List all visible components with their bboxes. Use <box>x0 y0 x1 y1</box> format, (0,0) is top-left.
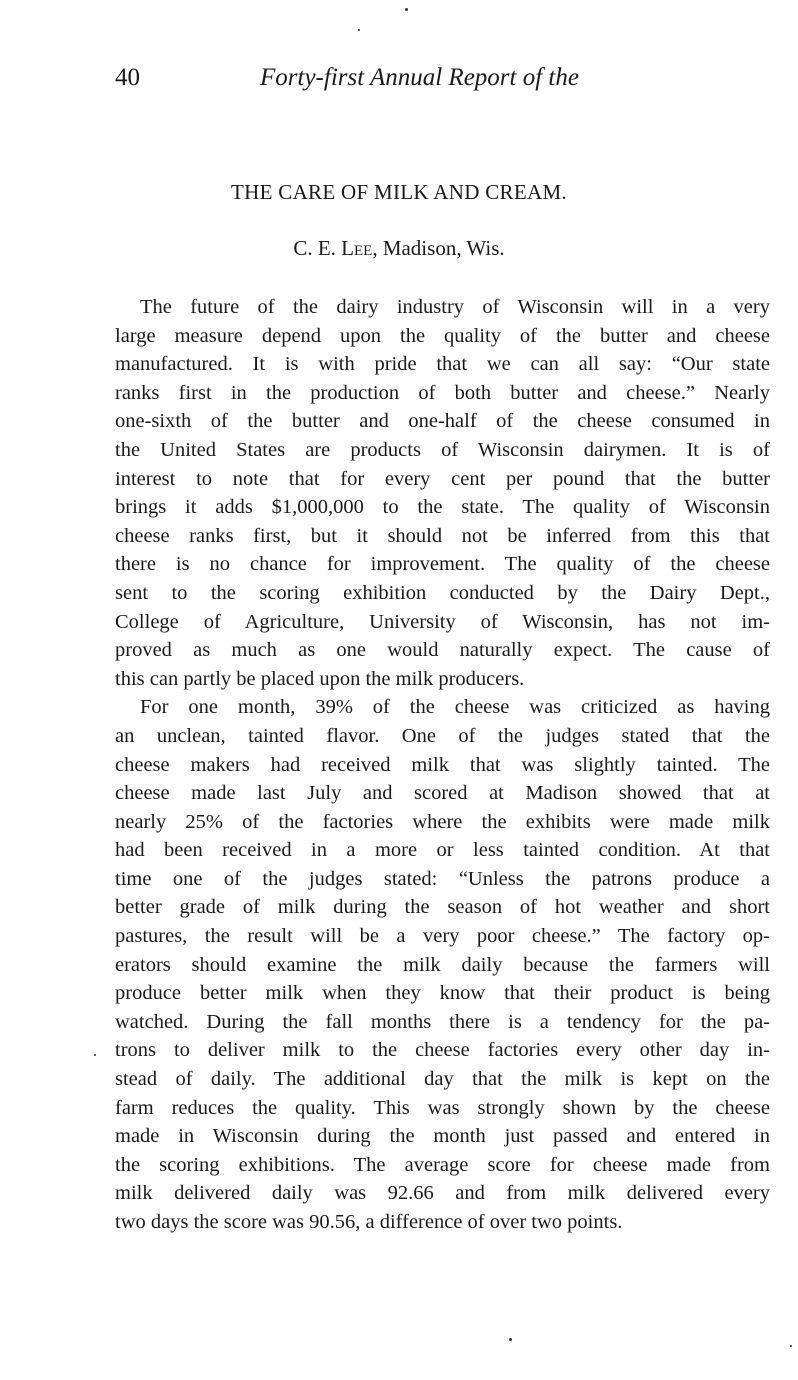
text-line: cheese ranks first, but it should not be inferred from this that <box>115 524 770 547</box>
running-head <box>115 64 635 98</box>
article-body <box>115 293 770 1237</box>
text-line: proved as much as one would naturally expect. The cause of <box>115 639 770 662</box>
text-line: ranks first in the production of both butter and cheese.” Nearly <box>115 381 770 404</box>
text-line: milk delivered daily was 92.66 and from milk delivered every <box>115 1182 770 1205</box>
text-line: erators should examine the milk daily because the farmers will <box>115 953 770 976</box>
text-line: one-sixth of the butter and one-half of the cheese consumed in <box>115 410 770 433</box>
text-line: College of Agriculture, University of Wisconsin, has not im- <box>115 610 770 633</box>
text-line: cheese made last July and scored at Madison showed that at <box>115 782 770 805</box>
text-line: pastures, the result will be a very poor cheese.” The factory op- <box>115 925 770 948</box>
article-title: THE CARE OF MILK AND CREAM. <box>231 180 567 204</box>
text-line: sent to the scoring exhibition conducted by the Dairy Dept., <box>115 581 770 604</box>
author-surname: Lee <box>341 236 373 260</box>
text-line: had been received in a more or less tainted condition. At that <box>115 839 770 862</box>
text-line: the scoring exhibitions. The average score for cheese made from <box>115 1153 770 1176</box>
scan-speck <box>405 8 408 11</box>
paragraph-1 <box>115 293 770 693</box>
text-line: farm reduces the quality. This was strongly shown by the cheese <box>115 1096 770 1119</box>
text-line: an unclean, tainted flavor. One of the judges stated that the <box>115 724 770 747</box>
text-line: manufactured. It is with pride that we can all say: “Our state <box>115 353 770 376</box>
text-line: watched. During the fall months there is a tendency for the pa- <box>115 1010 770 1033</box>
text-line: cheese makers had received milk that was slightly tainted. The <box>115 753 770 776</box>
author-place: , Madison, Wis. <box>372 236 505 260</box>
text-line: better grade of milk during the season of hot weather and short <box>115 896 770 919</box>
text-line: brings it adds $1,000,000 to the state. The quality of Wisconsin <box>115 496 770 519</box>
scan-speck <box>790 1345 792 1347</box>
scan-speck <box>358 29 360 31</box>
text-line: For one month, 39% of the cheese was criticized as having <box>140 696 770 719</box>
text-line: this can partly be placed upon the milk producers. <box>115 667 525 690</box>
scan-speck <box>509 1338 512 1341</box>
text-line: produce better milk when they know that their product is being <box>115 982 770 1005</box>
paragraph-2 <box>115 693 770 1236</box>
scan-speck <box>94 1054 96 1056</box>
text-line: two days the score was 90.56, a difference of over two points. <box>115 1211 623 1233</box>
text-line: nearly 25% of the factories where the exhibits were made milk <box>115 810 770 833</box>
text-line: interest to note that for every cent per pound that the butter <box>115 467 770 490</box>
text-line: there is no chance for improvement. The quality of the cheese <box>115 553 770 576</box>
running-title: Forty-first Annual Report of the <box>260 64 579 91</box>
text-line: large measure depend upon the quality of the butter and cheese <box>115 324 770 347</box>
text-line: trons to deliver milk to the cheese factories every other day in- <box>115 1039 770 1062</box>
text-line: the United States are products of Wisconsin dairymen. It is of <box>115 438 770 461</box>
author-initials: C. E. <box>293 236 336 260</box>
text-line: The future of the dairy industry of Wisconsin will in a very <box>140 296 770 318</box>
page-number: 40 <box>115 64 140 91</box>
byline <box>0 236 798 261</box>
text-line: time one of the judges stated: “Unless the patrons produce a <box>115 867 770 890</box>
text-line: made in Wisconsin during the month just passed and entered in <box>115 1125 770 1148</box>
text-line: stead of daily. The additional day that the milk is kept on the <box>115 1068 770 1091</box>
